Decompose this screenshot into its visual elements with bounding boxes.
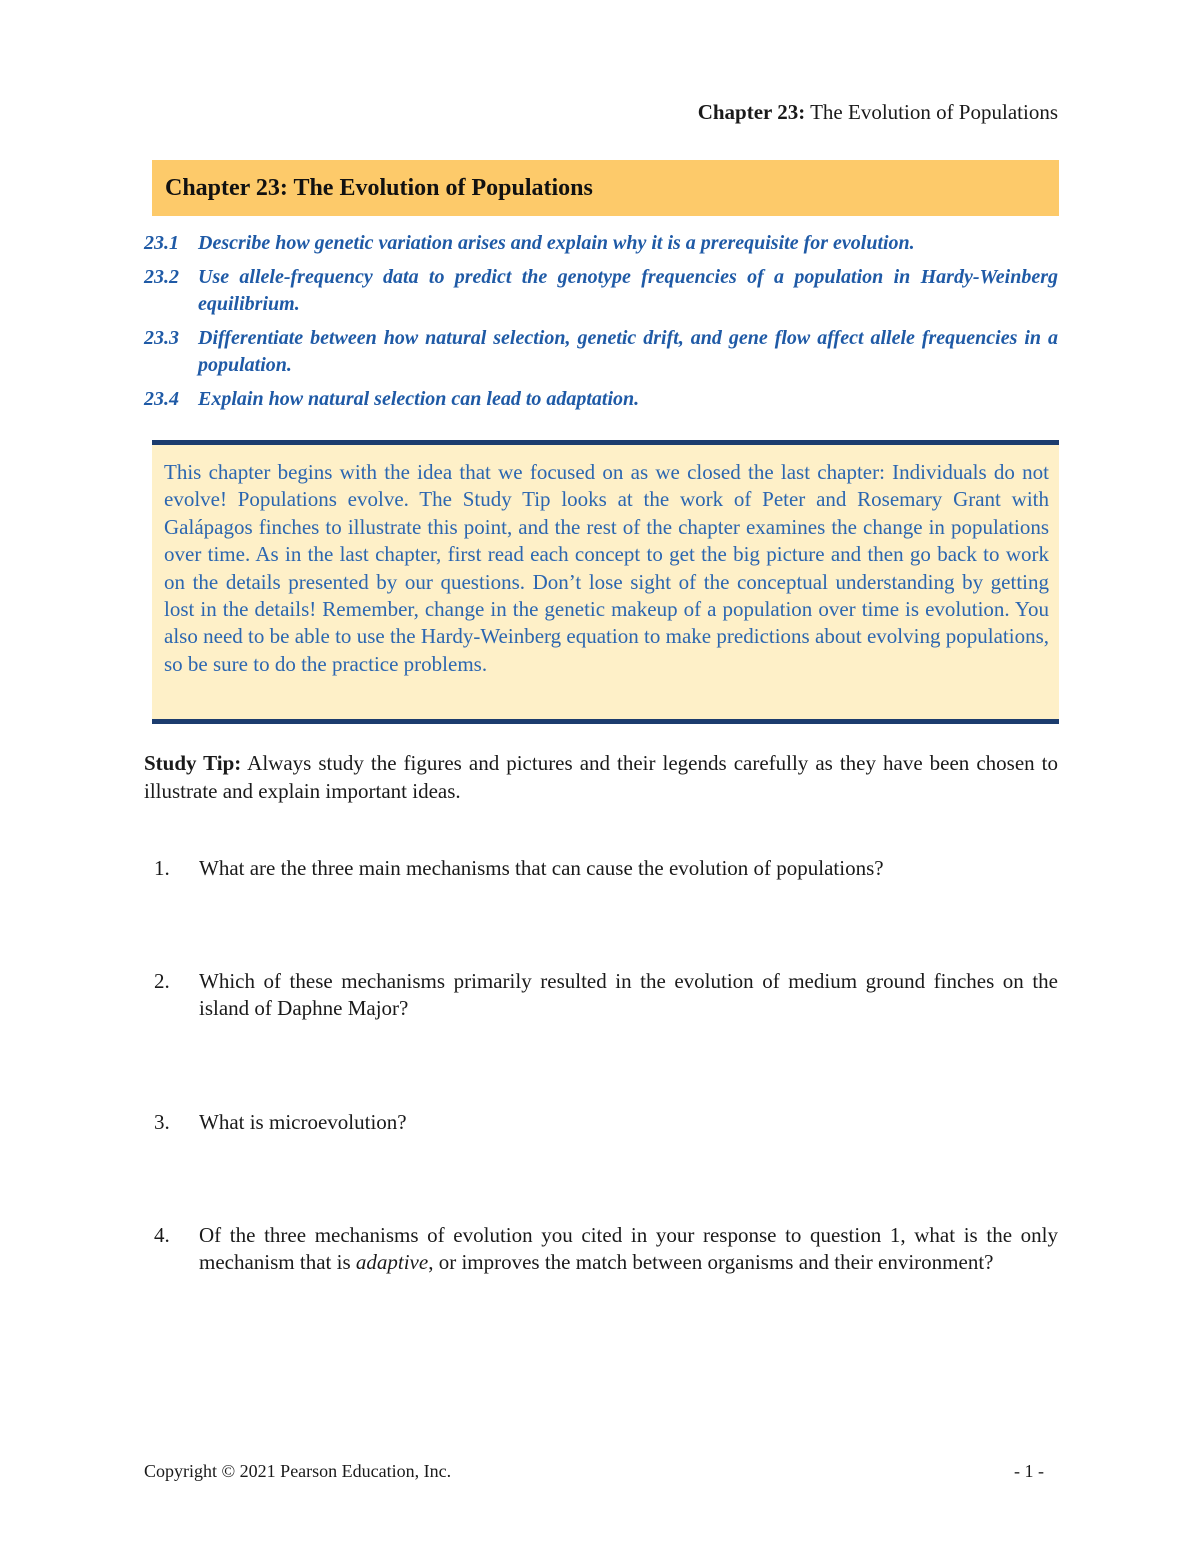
question-number: 4. bbox=[154, 1223, 170, 1247]
question-text: Which of these mechanisms primarily resulted in the evolution of medium ground finches on the island of Daphne Major? bbox=[199, 969, 1058, 1020]
footer-copyright: Copyright © 2021 Pearson Education, Inc. bbox=[144, 1461, 452, 1481]
question-number: 2. bbox=[154, 969, 170, 993]
chapter-title: Chapter 23: The Evolution of Populations bbox=[165, 174, 593, 201]
question-item bbox=[144, 968, 1058, 1022]
question-item bbox=[144, 1222, 1058, 1276]
learning-objectives bbox=[144, 230, 1058, 420]
study-tip-text: Always study the figures and pictures and their legends carefully as they have been chosen to illustrate and explain important ideas. bbox=[144, 751, 1058, 803]
objective-item bbox=[144, 264, 1058, 318]
chapter-intro-text: This chapter begins with the idea that we focused on as we closed the last chapter: Individuals do not evolve! Populations evolve. The Study Tip looks at the work of Peter and Rosemary Grant with Galápagos finches to illustrate this point, and the rest of the chapter examines the change in populations over time. As in the last chapter, first read each concept to get the big picture and then go back to work on the details presented by our questions. Don’t lose sight of the conceptual understanding by getting lost in the details! Remember, change in the genetic makeup of a population over time is evolution. You also need to be able to use the Hardy-Weinberg equation to make predictions about evolving populations, so be sure to do the practice problems. bbox=[164, 460, 1049, 676]
objective-item bbox=[144, 325, 1058, 379]
running-header-chapter-title: The Evolution of Populations bbox=[805, 100, 1058, 124]
objective-number: 23.2 bbox=[144, 266, 179, 288]
study-tip-label: Study Tip: bbox=[144, 751, 242, 775]
question-text: What is microevolution? bbox=[199, 1110, 407, 1134]
question-text: What are the three main mechanisms that can cause the evolution of populations? bbox=[199, 856, 884, 880]
chapter-intro-box bbox=[152, 440, 1059, 724]
objective-item bbox=[144, 230, 1058, 257]
question-item bbox=[144, 855, 1058, 882]
question-text-before: Of the three mechanisms of evolution you cited in your response to question 1, what is the only mechanism that is bbox=[199, 1223, 1058, 1274]
running-header-chapter-label: Chapter 23: bbox=[697, 100, 806, 124]
objective-text: Differentiate between how natural selection, genetic drift, and gene flow affect allele frequencies in a population. bbox=[198, 327, 1058, 376]
chapter-title-banner bbox=[152, 160, 1059, 216]
question-number: 3. bbox=[154, 1110, 170, 1134]
objective-text: Use allele-frequency data to predict the genotype frequencies of a population in Hardy-Weinberg equilibrium. bbox=[198, 266, 1058, 315]
objective-item bbox=[144, 386, 1058, 413]
objective-number: 23.3 bbox=[144, 327, 179, 349]
running-header bbox=[698, 100, 1058, 125]
question-text bbox=[199, 1222, 1058, 1276]
study-tip bbox=[144, 749, 1058, 805]
question-number: 1. bbox=[154, 856, 170, 880]
question-emphasis: adaptive bbox=[355, 1250, 429, 1274]
footer-page-number: - 1 - bbox=[1014, 1461, 1044, 1481]
question-text-after: , or improves the match between organisms and their environment? bbox=[428, 1250, 994, 1274]
objective-number: 23.1 bbox=[144, 232, 179, 254]
question-item bbox=[144, 1109, 1058, 1136]
objective-text: Describe how genetic variation arises and explain why it is a prerequisite for evolution. bbox=[198, 232, 915, 254]
objective-number: 23.4 bbox=[144, 388, 179, 410]
objective-text: Explain how natural selection can lead to adaptation. bbox=[198, 388, 640, 410]
